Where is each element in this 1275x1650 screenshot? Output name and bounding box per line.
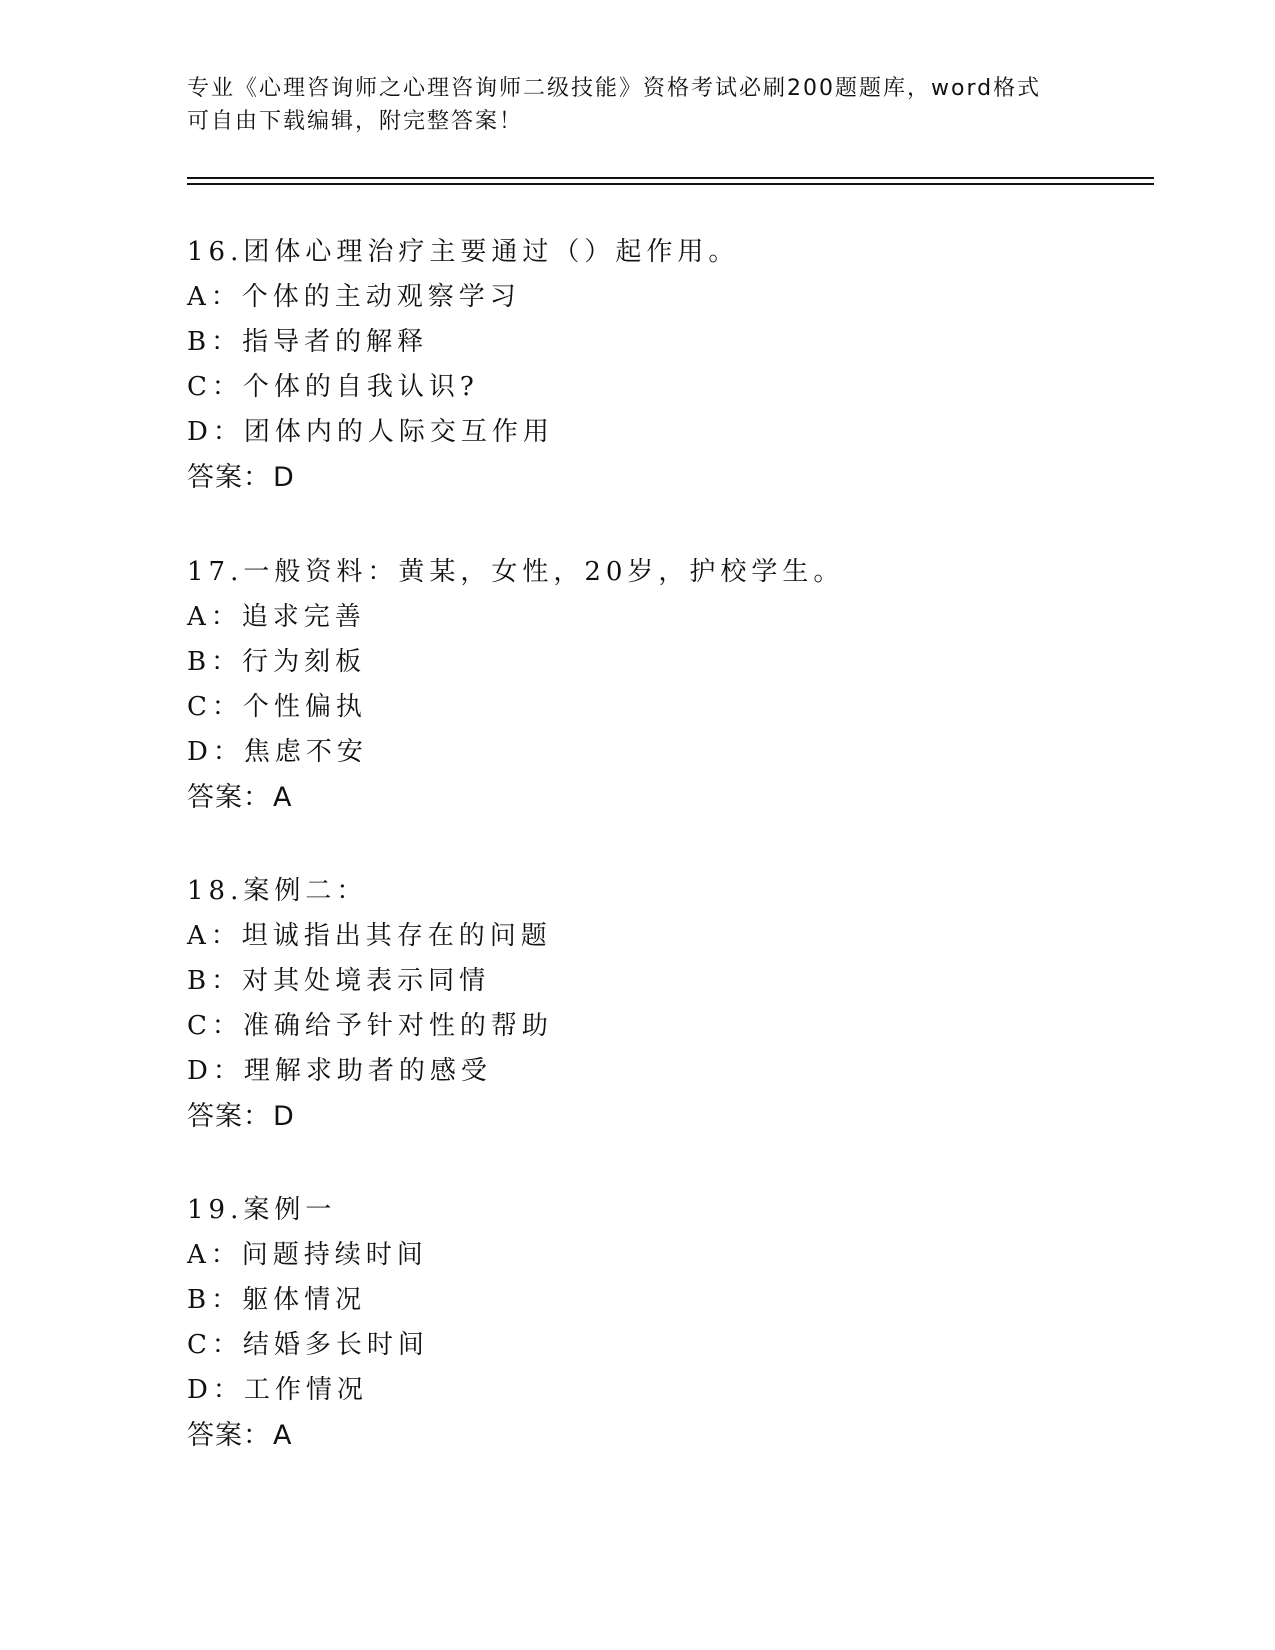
answer-line: [187, 1094, 1087, 1139]
option-d: D：工作情况: [187, 1375, 368, 1405]
answer-label: 答案：: [187, 782, 271, 813]
option-b: B：对其处境表示同情: [187, 966, 491, 996]
header-divider-bottom: [187, 183, 1154, 185]
option-d: D：焦虑不安: [187, 737, 368, 767]
option-c: C：个体的自我认识?: [187, 372, 479, 402]
question-18: [187, 869, 1087, 1139]
answer-value: A: [273, 782, 293, 813]
option-d: D：理解求助者的感受: [187, 1056, 492, 1086]
question-19: [187, 1188, 1087, 1458]
question-title: 16.团体心理治疗主要通过（）起作用。: [187, 237, 740, 267]
answer-label: 答案：: [187, 1420, 271, 1451]
option-b: B：躯体情况: [187, 1285, 367, 1315]
question-17: [187, 550, 1087, 820]
option-d: D：团体内的人际交互作用: [187, 417, 554, 447]
answer-line: [187, 1413, 1087, 1458]
answer-label: 答案：: [187, 1101, 271, 1132]
document-header: [187, 72, 1087, 138]
option-c: C：准确给予针对性的帮助: [187, 1011, 553, 1041]
option-c: C：结婚多长时间: [187, 1330, 429, 1360]
header-line-1: 专业《心理咨询师之心理咨询师二级技能》资格考试必刷200题题库，word格式: [187, 76, 1042, 101]
question-title: 19.案例一: [187, 1195, 337, 1225]
option-a: A：坦诚指出其存在的问题: [187, 921, 552, 951]
header-divider-top: [187, 177, 1154, 179]
question-title: 18.案例二：: [187, 876, 368, 906]
option-b: B：行为刻板: [187, 647, 367, 677]
option-c: C：个性偏执: [187, 692, 367, 722]
option-b: B：指导者的解释: [187, 327, 429, 357]
answer-line: [187, 455, 1087, 500]
answer-value: A: [273, 1420, 293, 1451]
answer-label: 答案：: [187, 462, 271, 493]
question-16: [187, 230, 1087, 500]
option-a: A：个体的主动观察学习: [187, 282, 521, 312]
answer-value: D: [273, 1101, 295, 1132]
option-a: A：问题持续时间: [187, 1240, 428, 1270]
question-title: 17.一般资料：黄某，女性，20岁，护校学生。: [187, 557, 845, 587]
header-line-2: 可自由下载编辑，附完整答案！: [187, 109, 524, 134]
option-a: A：追求完善: [187, 602, 366, 632]
answer-line: [187, 775, 1087, 820]
answer-value: D: [273, 462, 295, 493]
